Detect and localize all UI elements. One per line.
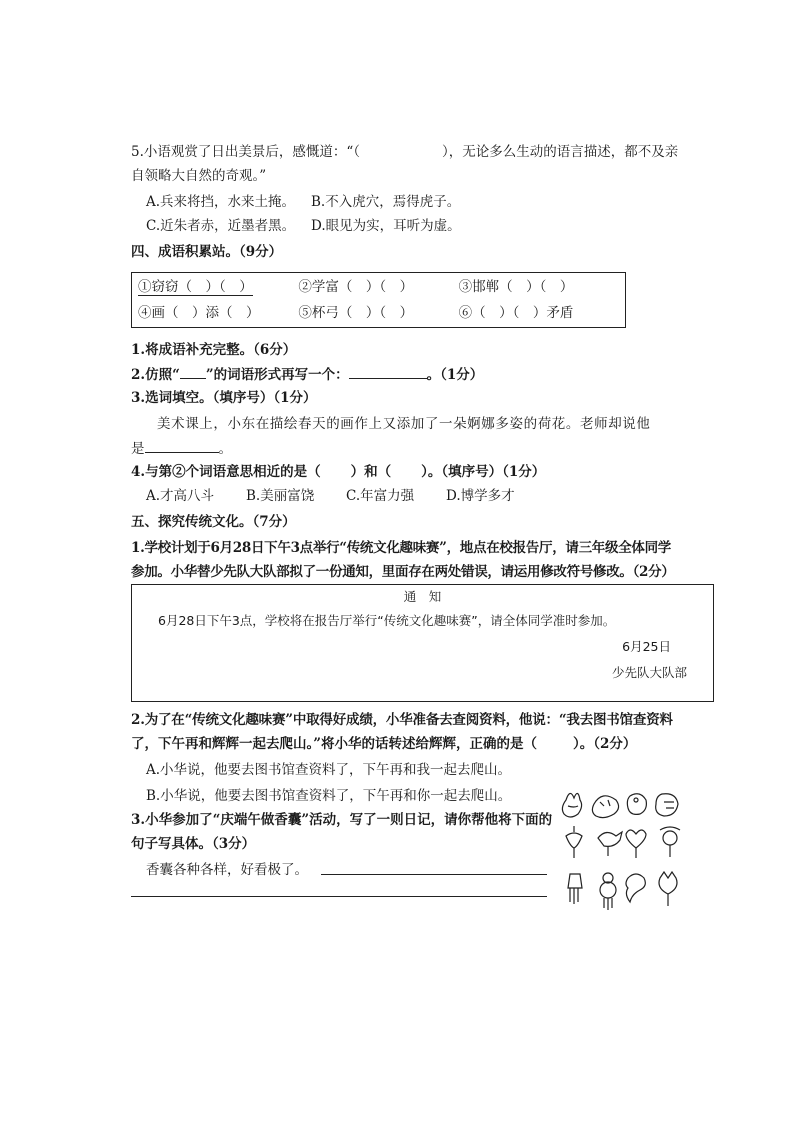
idiom-row-2 — [138, 301, 619, 325]
pattern-blank — [180, 364, 206, 379]
sachet-bird-icon — [598, 832, 622, 856]
s4-q2-answer-blank[interactable] — [349, 364, 427, 379]
answer-line-1[interactable] — [321, 874, 547, 875]
s4-q3: 3.选词填空。（填序号）（1分） — [131, 390, 317, 406]
idiom-4[interactable]: ④画（ ）添（ ） — [138, 305, 260, 321]
q5-options-row1 — [146, 192, 460, 212]
notice-box — [131, 584, 714, 702]
q5-option-c[interactable]: C.近朱者赤，近墨者黑。 — [146, 218, 296, 234]
s4-q4-options — [146, 486, 515, 506]
s4-q4-option-c[interactable]: C.年富力强 — [346, 488, 415, 504]
s5-q2-line1: 2.为了在“传统文化趣味赛”中取得好成绩，小华准备去查阅资料，他说：“我去图书馆查资料 — [131, 712, 673, 728]
sachet-lion-icon — [656, 794, 678, 816]
idiom-row-1 — [138, 275, 619, 299]
sachet-dragon-icon — [626, 874, 645, 902]
sachet-knot-icon — [566, 826, 582, 858]
sachet-heart-icon — [626, 830, 646, 858]
q5-stem-part1: 5.小语观赏了日出美景后，感慨道：“（ — [131, 144, 361, 160]
s4-q2: 2.仿照“ ”的词语形式再写一个： 。（1分） — [131, 364, 483, 385]
q5-option-a[interactable]: A.兵来将挡，水来土掩。 — [146, 194, 296, 210]
s5-q3-line2: 句子写具体。（3分） — [131, 836, 256, 852]
notice-body[interactable]: 6月28日下午3点，学校将在报告厅举行“传统文化趣味赛”，请全体同学准时参加。 — [158, 613, 616, 628]
sachet-fish-icon — [627, 794, 646, 815]
sachet-tiger-icon — [592, 796, 618, 818]
notice-signer: 少先队大队部 — [611, 665, 687, 680]
section5-title: 五、探究传统文化。（7分） — [131, 514, 296, 530]
s5-q2-line2: 了，下午再和辉辉一起去爬山。”将小华的话转述给辉辉，正确的是（ ）。（2分） — [131, 736, 637, 752]
s5-q2-option-b[interactable]: B.小华说，他要去图书馆查资料了，下午再和你一起去爬山。 — [146, 788, 512, 804]
idiom-5[interactable]: ⑤杯弓（ ）（ ） — [298, 305, 414, 321]
s4-q1: 1.将成语补充完整。（6分） — [131, 342, 297, 358]
sachet-tassel-icon — [568, 874, 582, 904]
idiom-1[interactable]: ①窃窃（ ）（ ） — [138, 279, 253, 295]
idiom-box — [131, 272, 626, 328]
q5-stem-part2: ），无论多么生动的语言描述，都不及亲 — [442, 144, 679, 160]
s5-q2-option-a[interactable]: A.小华说，他要去图书馆查资料了，下午再和我一起去爬山。 — [146, 762, 512, 778]
sachet-rabbit-icon — [562, 793, 581, 817]
s4-q3-text-line2: 是 。 — [131, 438, 232, 459]
q5-options-row2 — [146, 216, 461, 236]
idiom-6[interactable]: ⑥（ ）（ ）矛盾 — [458, 305, 574, 321]
s4-q3-answer-blank[interactable] — [145, 438, 219, 453]
s5-q3-line1: 3.小华参加了“庆端午做香囊”活动，写了一则日记，请你帮他将下面的 — [131, 812, 553, 828]
s5-q1-line2: 参加。小华替少先队大队部拟了一份通知，里面存在两处错误，请运用修改符号修改。（2分） — [131, 564, 675, 580]
notice-date[interactable]: 6月25日 — [622, 639, 671, 654]
sachet-illustration — [556, 782, 696, 922]
s4-q4-option-d[interactable]: D.博学多才 — [446, 488, 515, 504]
idiom-2[interactable]: ②学富（ ）（ ） — [298, 279, 414, 295]
sachet-gourd-icon — [600, 873, 616, 910]
s4-q4-option-a[interactable]: A.才高八斗 — [146, 488, 215, 504]
q5-option-d[interactable]: D.眼见为实，耳听为虚。 — [311, 218, 461, 234]
s4-q4-option-b[interactable]: B.美丽富饶 — [246, 488, 315, 504]
s5-q1-line1: 1.学校计划于6月28日下午3点举行“传统文化趣味赛”，地点在校报告厅，请三年级全体同学 — [131, 540, 671, 556]
s4-q3-text: 美术课上，小东在描绘春天的画作上又添加了一朵婀娜多姿的荷花。老师却说他 — [157, 416, 651, 432]
s5-q3-sentence: 香囊各种各样，好看极了。 — [146, 862, 308, 878]
section4-title: 四、成语积累站。（9分） — [131, 244, 283, 260]
q5-stem — [131, 142, 678, 162]
q5-option-b[interactable]: B.不入虎穴，焉得虎子。 — [311, 194, 461, 210]
s4-q4: 4.与第②个词语意思相近的是（ ）和（ ）。（填序号）（1分） — [131, 464, 546, 480]
notice-title: 通 知 — [403, 589, 442, 604]
sachet-flower-icon — [660, 827, 680, 857]
sachet-cat-icon — [659, 872, 677, 906]
idiom-3[interactable]: ③邯郸（ ）（ ） — [458, 279, 574, 295]
answer-line-2[interactable] — [131, 896, 547, 897]
q5-stem-line2: 自领略大自然的奇观。” — [131, 168, 267, 184]
